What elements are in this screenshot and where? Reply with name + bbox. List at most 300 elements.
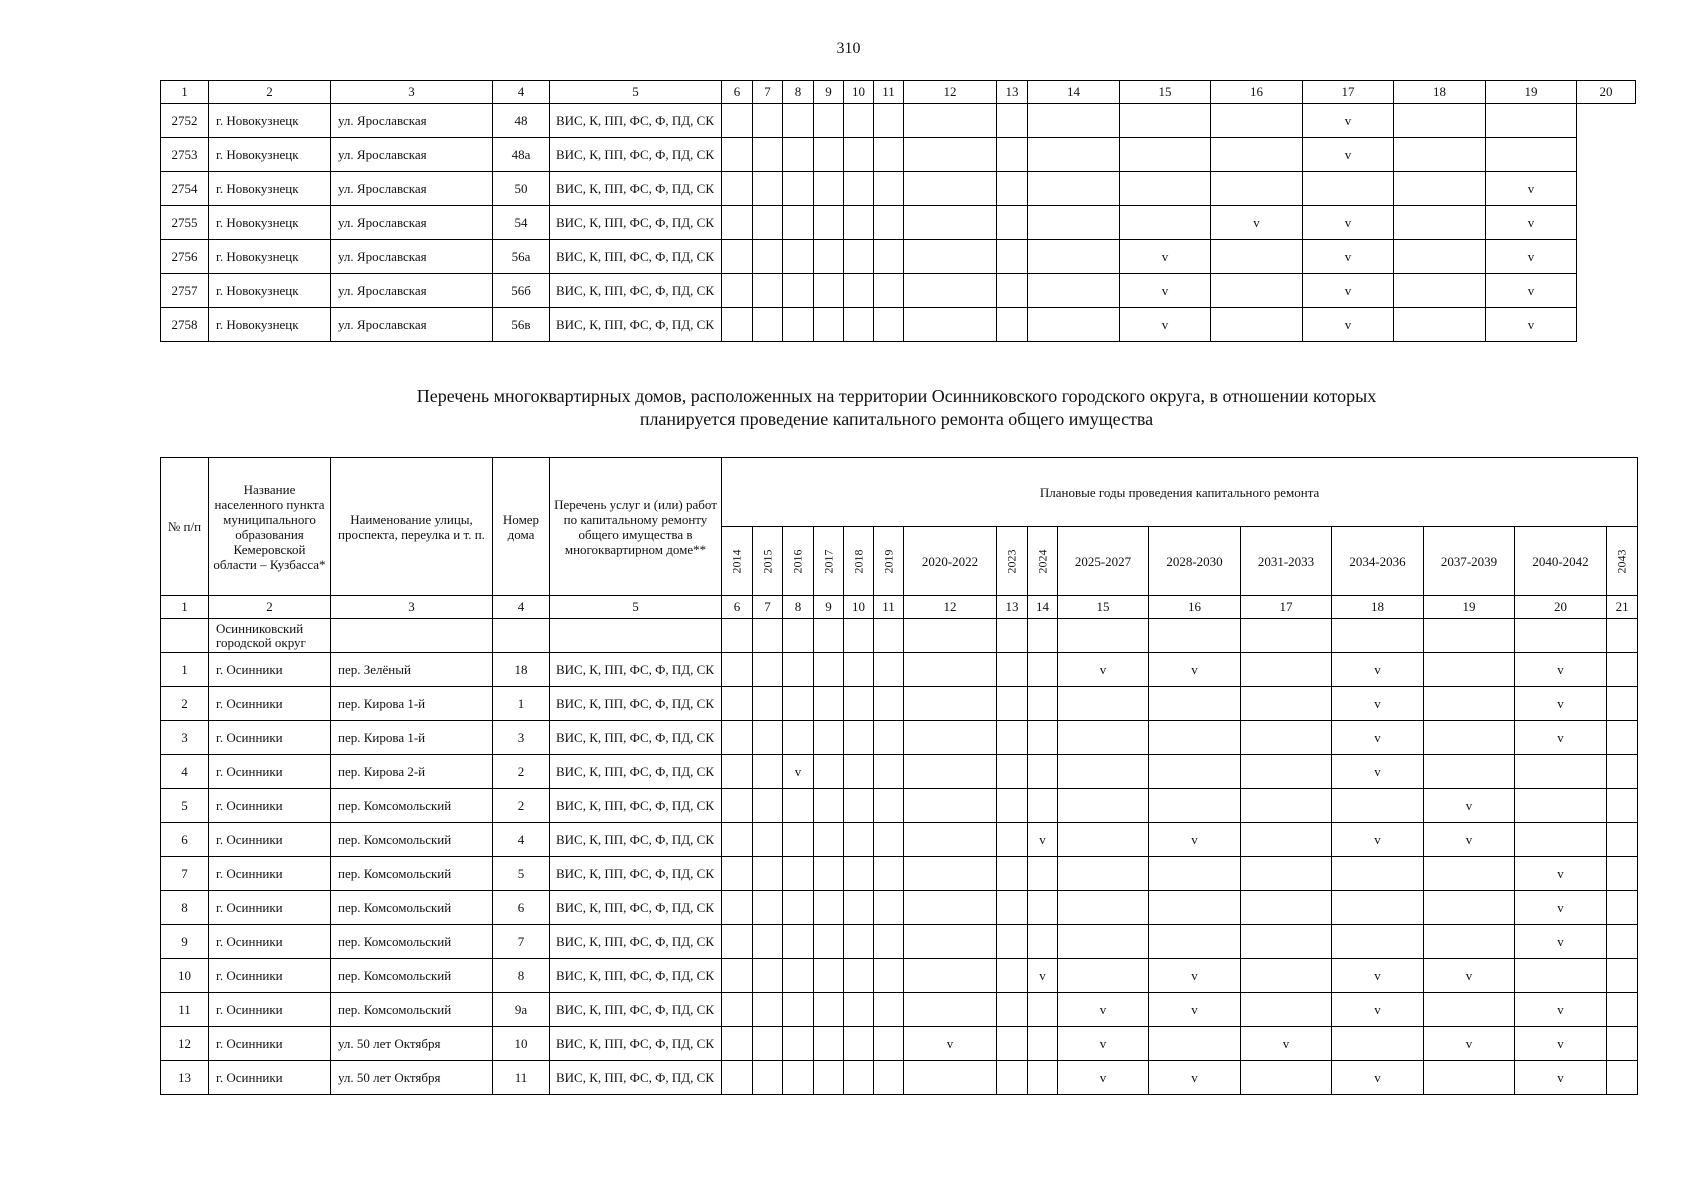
year-mark-cell: v <box>1486 206 1577 240</box>
year-mark-cell <box>1028 857 1058 891</box>
column-number: 14 <box>1028 81 1120 104</box>
settlement-cell: г. Осинники <box>209 925 331 959</box>
year-mark-cell <box>1149 789 1241 823</box>
year-mark-cell <box>874 857 904 891</box>
column-number: 1 <box>161 81 209 104</box>
year-mark-cell <box>783 993 814 1027</box>
year-mark-cell <box>783 891 814 925</box>
column-number: 20 <box>1577 81 1636 104</box>
settlement-cell: г. Осинники <box>209 993 331 1027</box>
year-mark-cell <box>1607 1027 1638 1061</box>
year-mark-cell <box>1241 687 1332 721</box>
street-cell: ул. Ярославская <box>331 308 493 342</box>
year-mark-cell <box>1028 240 1120 274</box>
year-mark-cell <box>783 959 814 993</box>
year-mark-cell <box>1515 959 1607 993</box>
year-mark-cell: v <box>1515 993 1607 1027</box>
year-mark-cell: v <box>1332 959 1424 993</box>
year-mark-cell <box>904 823 997 857</box>
year-mark-cell <box>904 653 997 687</box>
row-number: 2753 <box>161 138 209 172</box>
year-mark-cell <box>874 789 904 823</box>
column-number: 13 <box>997 81 1028 104</box>
year-mark-cell <box>753 721 783 755</box>
row-number: 11 <box>161 993 209 1027</box>
year-mark-cell <box>997 104 1028 138</box>
year-mark-cell <box>1607 857 1638 891</box>
column-number: 16 <box>1211 81 1303 104</box>
settlement-cell: г. Новокузнецк <box>209 104 331 138</box>
street-cell: ул. Ярославская <box>331 206 493 240</box>
year-mark-cell <box>753 789 783 823</box>
row-number: 5 <box>161 789 209 823</box>
year-mark-cell: v <box>1424 1027 1515 1061</box>
house-cell: 54 <box>493 206 550 240</box>
services-cell: ВИС, К, ПП, ФС, Ф, ПД, СК <box>550 755 722 789</box>
year-label: 2020-2022 <box>921 553 979 569</box>
year-mark-cell: v <box>1303 138 1394 172</box>
year-mark-cell <box>1332 857 1424 891</box>
house-cell: 9а <box>493 993 550 1027</box>
year-mark-cell <box>722 274 753 308</box>
year-header <box>783 527 814 596</box>
year-mark-cell <box>722 687 753 721</box>
settlement-cell: г. Новокузнецк <box>209 240 331 274</box>
year-mark-cell <box>1058 789 1149 823</box>
year-mark-cell <box>997 823 1028 857</box>
house-cell: 11 <box>493 1061 550 1095</box>
year-mark-cell <box>874 138 904 172</box>
year-mark-cell <box>722 993 753 1027</box>
column-number: 17 <box>1303 81 1394 104</box>
year-mark-cell: v <box>1332 823 1424 857</box>
street-cell: пер. Зелёный <box>331 653 493 687</box>
year-header <box>1149 527 1241 596</box>
year-mark-cell <box>997 993 1028 1027</box>
year-mark-cell <box>844 1027 874 1061</box>
year-mark-cell <box>1303 172 1394 206</box>
year-mark-cell: v <box>1120 274 1211 308</box>
year-mark-cell <box>1211 308 1303 342</box>
year-mark-cell <box>874 959 904 993</box>
year-mark-cell <box>1241 823 1332 857</box>
year-mark-cell: v <box>1028 823 1058 857</box>
year-mark-cell <box>722 925 753 959</box>
house-cell: 56а <box>493 240 550 274</box>
year-mark-cell <box>997 1027 1028 1061</box>
year-mark-cell <box>814 104 844 138</box>
year-mark-cell <box>1028 274 1120 308</box>
year-mark-cell <box>997 172 1028 206</box>
year-mark-cell: v <box>1241 1027 1332 1061</box>
year-mark-cell <box>783 206 814 240</box>
year-mark-cell <box>1028 925 1058 959</box>
empty-cell <box>1607 619 1638 653</box>
year-mark-cell <box>814 857 844 891</box>
year-mark-cell <box>1028 653 1058 687</box>
street-cell: пер. Комсомольский <box>331 789 493 823</box>
empty-cell <box>1515 619 1607 653</box>
row-number: 10 <box>161 959 209 993</box>
year-mark-cell <box>1332 891 1424 925</box>
year-mark-cell <box>844 138 874 172</box>
year-mark-cell <box>722 959 753 993</box>
year-mark-cell <box>844 721 874 755</box>
year-mark-cell <box>997 891 1028 925</box>
year-mark-cell <box>1058 925 1149 959</box>
column-number: 15 <box>1058 596 1149 619</box>
column-number: 9 <box>814 81 844 104</box>
year-mark-cell: v <box>783 755 814 789</box>
year-mark-cell <box>1028 721 1058 755</box>
year-mark-cell <box>783 687 814 721</box>
year-mark-cell <box>814 687 844 721</box>
services-cell: ВИС, К, ПП, ФС, Ф, ПД, СК <box>550 172 722 206</box>
settlement-cell: г. Новокузнецк <box>209 308 331 342</box>
year-mark-cell: v <box>1149 823 1241 857</box>
year-mark-cell <box>997 308 1028 342</box>
year-mark-cell <box>1149 755 1241 789</box>
year-mark-cell <box>814 993 844 1027</box>
year-mark-cell <box>722 823 753 857</box>
column-number: 10 <box>844 81 874 104</box>
table-row <box>161 206 1636 240</box>
empty-cell <box>1058 619 1149 653</box>
column-number: 3 <box>331 596 493 619</box>
column-number: 2 <box>209 596 331 619</box>
year-mark-cell <box>997 755 1028 789</box>
section-title <box>160 385 1633 431</box>
year-mark-cell <box>722 789 753 823</box>
column-number: 21 <box>1607 596 1638 619</box>
year-mark-cell <box>904 789 997 823</box>
section-title-line-2: планируется проведение капитального ремонта общего имущества <box>639 409 1154 429</box>
year-header <box>844 527 874 596</box>
year-mark-cell <box>1058 755 1149 789</box>
year-mark-cell <box>874 687 904 721</box>
district-label: Осинниковский городской округ <box>209 619 331 653</box>
year-label: 2031-2033 <box>1257 553 1315 569</box>
year-mark-cell <box>997 857 1028 891</box>
house-cell: 5 <box>493 857 550 891</box>
year-mark-cell <box>722 1061 753 1095</box>
year-mark-cell: v <box>1149 993 1241 1027</box>
row-number: 1 <box>161 653 209 687</box>
year-mark-cell <box>1394 308 1486 342</box>
year-mark-cell <box>753 104 783 138</box>
settlement-cell: г. Новокузнецк <box>209 172 331 206</box>
year-mark-cell <box>753 172 783 206</box>
row-number: 2754 <box>161 172 209 206</box>
services-cell: ВИС, К, ПП, ФС, Ф, ПД, СК <box>550 308 722 342</box>
year-mark-cell <box>874 755 904 789</box>
year-mark-cell <box>1607 925 1638 959</box>
year-mark-cell <box>1149 857 1241 891</box>
year-mark-cell <box>814 721 844 755</box>
year-mark-cell <box>844 104 874 138</box>
row-number: 2752 <box>161 104 209 138</box>
column-number: 12 <box>904 596 997 619</box>
column-number-row <box>161 596 1638 619</box>
year-mark-cell <box>874 823 904 857</box>
year-mark-cell <box>814 1061 844 1095</box>
table-row <box>161 172 1636 206</box>
table-row <box>161 823 1638 857</box>
year-mark-cell <box>1515 823 1607 857</box>
year-mark-cell <box>874 721 904 755</box>
year-mark-cell <box>814 653 844 687</box>
header-settlement: Название населенного пункта муниципального образования Кемеровской области – Кузбасса* <box>209 458 331 596</box>
year-mark-cell: v <box>1332 1061 1424 1095</box>
empty-cell <box>1149 619 1241 653</box>
year-mark-cell <box>814 823 844 857</box>
year-mark-cell <box>783 138 814 172</box>
year-label: 2034-2036 <box>1349 553 1406 569</box>
year-mark-cell <box>904 138 997 172</box>
year-mark-cell <box>1515 755 1607 789</box>
year-mark-cell: v <box>1058 1027 1149 1061</box>
year-mark-cell <box>1486 138 1577 172</box>
year-mark-cell <box>1241 891 1332 925</box>
continuation-table <box>160 80 1636 342</box>
year-mark-cell <box>814 959 844 993</box>
settlement-cell: г. Осинники <box>209 789 331 823</box>
street-cell: ул. Ярославская <box>331 240 493 274</box>
year-mark-cell <box>814 172 844 206</box>
year-mark-cell <box>1607 993 1638 1027</box>
year-mark-cell <box>1058 959 1149 993</box>
street-cell: пер. Комсомольский <box>331 857 493 891</box>
house-cell: 2 <box>493 789 550 823</box>
house-cell: 3 <box>493 721 550 755</box>
table-row <box>161 1027 1638 1061</box>
year-mark-cell <box>997 959 1028 993</box>
year-mark-cell <box>722 1027 753 1061</box>
year-mark-cell <box>1211 104 1303 138</box>
year-mark-cell <box>1424 721 1515 755</box>
year-mark-cell <box>1149 721 1241 755</box>
row-number: 2757 <box>161 274 209 308</box>
table-row <box>161 789 1638 823</box>
year-mark-cell: v <box>1332 755 1424 789</box>
settlement-cell: г. Осинники <box>209 823 331 857</box>
year-mark-cell <box>722 104 753 138</box>
year-mark-cell <box>874 274 904 308</box>
year-mark-cell <box>997 206 1028 240</box>
year-mark-cell <box>1394 138 1486 172</box>
year-mark-cell <box>1424 891 1515 925</box>
settlement-cell: г. Осинники <box>209 857 331 891</box>
year-mark-cell <box>1028 789 1058 823</box>
year-mark-cell <box>814 206 844 240</box>
year-mark-cell <box>904 925 997 959</box>
year-mark-cell <box>753 687 783 721</box>
header-years-group: Плановые годы проведения капитального ремонта <box>722 458 1638 527</box>
year-mark-cell <box>753 1027 783 1061</box>
column-number: 6 <box>722 81 753 104</box>
year-mark-cell <box>874 172 904 206</box>
year-mark-cell <box>844 993 874 1027</box>
year-header <box>1607 527 1638 596</box>
street-cell: ул. Ярославская <box>331 104 493 138</box>
row-number: 9 <box>161 925 209 959</box>
year-mark-cell <box>753 653 783 687</box>
settlement-cell: г. Осинники <box>209 1027 331 1061</box>
year-mark-cell <box>814 1027 844 1061</box>
year-mark-cell <box>997 274 1028 308</box>
settlement-cell: г. Осинники <box>209 959 331 993</box>
year-mark-cell <box>1241 789 1332 823</box>
year-mark-cell <box>1241 755 1332 789</box>
street-cell: пер. Кирова 2-й <box>331 755 493 789</box>
empty-cell <box>753 619 783 653</box>
year-mark-cell: v <box>1424 823 1515 857</box>
table-row <box>161 1061 1638 1095</box>
services-cell: ВИС, К, ПП, ФС, Ф, ПД, СК <box>550 857 722 891</box>
year-mark-cell <box>1241 857 1332 891</box>
year-header <box>1058 527 1149 596</box>
year-mark-cell <box>753 138 783 172</box>
year-label: 2037-2039 <box>1440 553 1498 569</box>
column-number: 19 <box>1424 596 1515 619</box>
year-mark-cell <box>783 823 814 857</box>
settlement-cell: г. Осинники <box>209 891 331 925</box>
year-header <box>904 527 997 596</box>
column-number: 14 <box>1028 596 1058 619</box>
column-number-row <box>161 81 1636 104</box>
year-mark-cell: v <box>1120 308 1211 342</box>
year-mark-cell <box>1424 653 1515 687</box>
year-mark-cell: v <box>1149 1061 1241 1095</box>
year-mark-cell <box>997 240 1028 274</box>
table-row <box>161 959 1638 993</box>
house-cell: 2 <box>493 755 550 789</box>
year-header <box>874 527 904 596</box>
table-row <box>161 240 1636 274</box>
year-mark-cell <box>874 104 904 138</box>
services-cell: ВИС, К, ПП, ФС, Ф, ПД, СК <box>550 721 722 755</box>
year-mark-cell <box>753 1061 783 1095</box>
year-mark-cell <box>1028 138 1120 172</box>
year-mark-cell <box>783 789 814 823</box>
year-mark-cell <box>1515 789 1607 823</box>
year-mark-cell <box>783 721 814 755</box>
column-number: 4 <box>493 81 550 104</box>
year-mark-cell: v <box>1303 274 1394 308</box>
year-mark-cell <box>753 959 783 993</box>
column-number: 4 <box>493 596 550 619</box>
year-mark-cell <box>904 274 997 308</box>
year-mark-cell <box>874 308 904 342</box>
year-mark-cell <box>1120 138 1211 172</box>
year-mark-cell <box>1241 721 1332 755</box>
year-header <box>814 527 844 596</box>
year-mark-cell: v <box>1149 653 1241 687</box>
year-mark-cell <box>997 721 1028 755</box>
year-mark-cell <box>783 308 814 342</box>
year-mark-cell <box>722 206 753 240</box>
column-number: 17 <box>1241 596 1332 619</box>
year-mark-cell <box>844 172 874 206</box>
year-mark-cell <box>1241 1061 1332 1095</box>
year-mark-cell <box>1058 891 1149 925</box>
row-number: 12 <box>161 1027 209 1061</box>
year-mark-cell: v <box>1486 172 1577 206</box>
column-number: 1 <box>161 596 209 619</box>
year-mark-cell <box>1607 721 1638 755</box>
year-mark-cell <box>904 993 997 1027</box>
house-cell: 4 <box>493 823 550 857</box>
year-mark-cell <box>1332 1027 1424 1061</box>
year-mark-cell <box>874 925 904 959</box>
row-number: 2755 <box>161 206 209 240</box>
row-number: 6 <box>161 823 209 857</box>
table-row <box>161 721 1638 755</box>
table-row <box>161 687 1638 721</box>
year-mark-cell: v <box>1486 240 1577 274</box>
year-mark-cell <box>1028 308 1120 342</box>
house-cell: 50 <box>493 172 550 206</box>
column-number: 12 <box>904 81 997 104</box>
empty-cell <box>1332 619 1424 653</box>
year-mark-cell: v <box>1486 274 1577 308</box>
settlement-cell: г. Новокузнецк <box>209 206 331 240</box>
year-mark-cell <box>753 308 783 342</box>
table-row <box>161 653 1638 687</box>
empty-cell <box>904 619 997 653</box>
year-mark-cell <box>1332 925 1424 959</box>
section-title-line-1: Перечень многоквартирных домов, расположенных на территории Осинниковского городского округа, в отношении которых <box>416 386 1377 406</box>
year-mark-cell <box>1028 1027 1058 1061</box>
year-mark-cell <box>1394 240 1486 274</box>
year-mark-cell: v <box>1058 1061 1149 1095</box>
street-cell: пер. Комсомольский <box>331 891 493 925</box>
year-mark-cell <box>753 274 783 308</box>
street-cell: ул. 50 лет Октября <box>331 1027 493 1061</box>
year-label: 2018 <box>851 549 865 574</box>
empty-cell <box>1424 619 1515 653</box>
year-mark-cell: v <box>1332 687 1424 721</box>
house-cell: 48 <box>493 104 550 138</box>
year-mark-cell <box>1241 959 1332 993</box>
year-mark-cell <box>1058 687 1149 721</box>
year-mark-cell <box>904 721 997 755</box>
year-mark-cell <box>1424 1061 1515 1095</box>
year-mark-cell <box>1241 653 1332 687</box>
street-cell: пер. Комсомольский <box>331 993 493 1027</box>
year-header <box>1028 527 1058 596</box>
year-label: 2014 <box>729 549 744 574</box>
header-num: № п/п <box>161 458 209 596</box>
year-mark-cell <box>722 857 753 891</box>
table-row <box>161 993 1638 1027</box>
settlement-cell: г. Осинники <box>209 653 331 687</box>
year-mark-cell <box>1607 653 1638 687</box>
year-mark-cell <box>814 274 844 308</box>
year-mark-cell <box>783 925 814 959</box>
empty-cell <box>783 619 814 653</box>
year-mark-cell <box>904 959 997 993</box>
year-mark-cell <box>753 755 783 789</box>
year-mark-cell: v <box>1058 993 1149 1027</box>
year-mark-cell: v <box>1028 959 1058 993</box>
year-mark-cell <box>722 138 753 172</box>
year-label: 2043 <box>1614 549 1629 574</box>
year-mark-cell <box>753 857 783 891</box>
year-mark-cell <box>1424 925 1515 959</box>
row-number: 7 <box>161 857 209 891</box>
year-mark-cell <box>1424 687 1515 721</box>
